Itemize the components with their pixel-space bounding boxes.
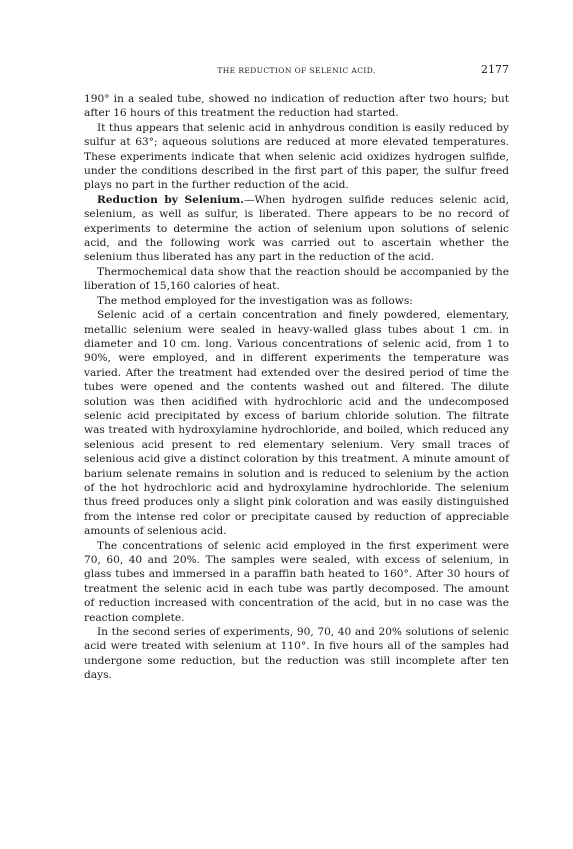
paragraph-first-experiment: The concentrations of selenic acid employed in the first experiment were 70, 60, 40 and 20%. The samples were sealed, with excess of selenium, in glass tubes and immersed in a paraffin bath heated to 160°. After 30 hours of treatment the selenic acid in each tube was partly decomposed. The amount of reduction increased with concentration of the acid, but in no case was the reaction complete. [84,539,509,624]
paragraph-selenium-section [84,193,509,265]
running-head [84,62,509,80]
journal-page [84,62,509,683]
section-text: —When hydrogen sulfide reduces selenic acid, selenium, as well as sulfur, is liberated. There appears to be no record of experiments to determine the action of selenium upon solutions of selenic acid, and the following work was carried out to ascertain whether the selenium thus liberated has any part in the reduction of the acid. [84,193,509,264]
paragraph-continuation: 190° in a sealed tube, showed no indication of reduction after two hours; but after 16 hours of this treatment the reduction had started. [84,93,509,120]
body-text [84,92,509,683]
running-title: THE REDUCTION OF SELENIC ACID. [217,66,376,75]
paragraph-method-intro: The method employed for the investigation was as follows: [97,294,413,307]
paragraph-thermochemical: Thermochemical data show that the reaction should be accompanied by the liberation of 15,160 calories of heat. [84,265,509,293]
page-number: 2177 [481,63,509,76]
paragraph-method: Selenic acid of a certain concentration and finely powdered, elementary, metallic selenium were sealed in heavy-walled glass tubes about 1 cm. in diameter and 10 cm. long. Various concentrations of selenic acid, from 1 to 90%, were employed, and in different experiments the temperature was varied. After the treatment had extended over the desired period of time the tubes were opened and the contents washed out and filtered. The dilute solution was then acidified with hydrochloric acid and the undecomposed selenic acid precipitated by excess of barium chloride solution. The filtrate was treated with hydroxylamine hydrochloride, and boiled, which reduced any selenious acid present to red elementary selenium. Very small traces of selenious acid give a distinct coloration by this treatment. A minute amount of barium selenate remains in solution and is reduced to selenium by the action of the hot hydrochloric acid and hydroxylamine hydrochloride. The selenium thus freed produces only a slight pink coloration and was easily distinguished from the intense red color or precipitate caused by reduction of appreciable amounts of selenious acid. [84,309,509,538]
paragraph-conclusion: It thus appears that selenic acid in anhydrous condition is easily reduced by sulfur at 63°; aqueous solutions are reduced at more elevated temperatures. These experiments indicate that when selenic acid oxidizes hydrogen sulfide, under the conditions described in the first part of this paper, the sulfur freed plays no part in the further reduction of the acid. [84,121,509,192]
section-heading: Reduction by Selenium. [97,193,244,206]
paragraph-second-experiment: In the second series of experiments, 90, 70, 40 and 20% solutions of selenic acid were treated with selenium at 110°. In five hours all of the samples had undergone some reduction, but the reduction was still incomplete after ten days. [84,626,509,682]
